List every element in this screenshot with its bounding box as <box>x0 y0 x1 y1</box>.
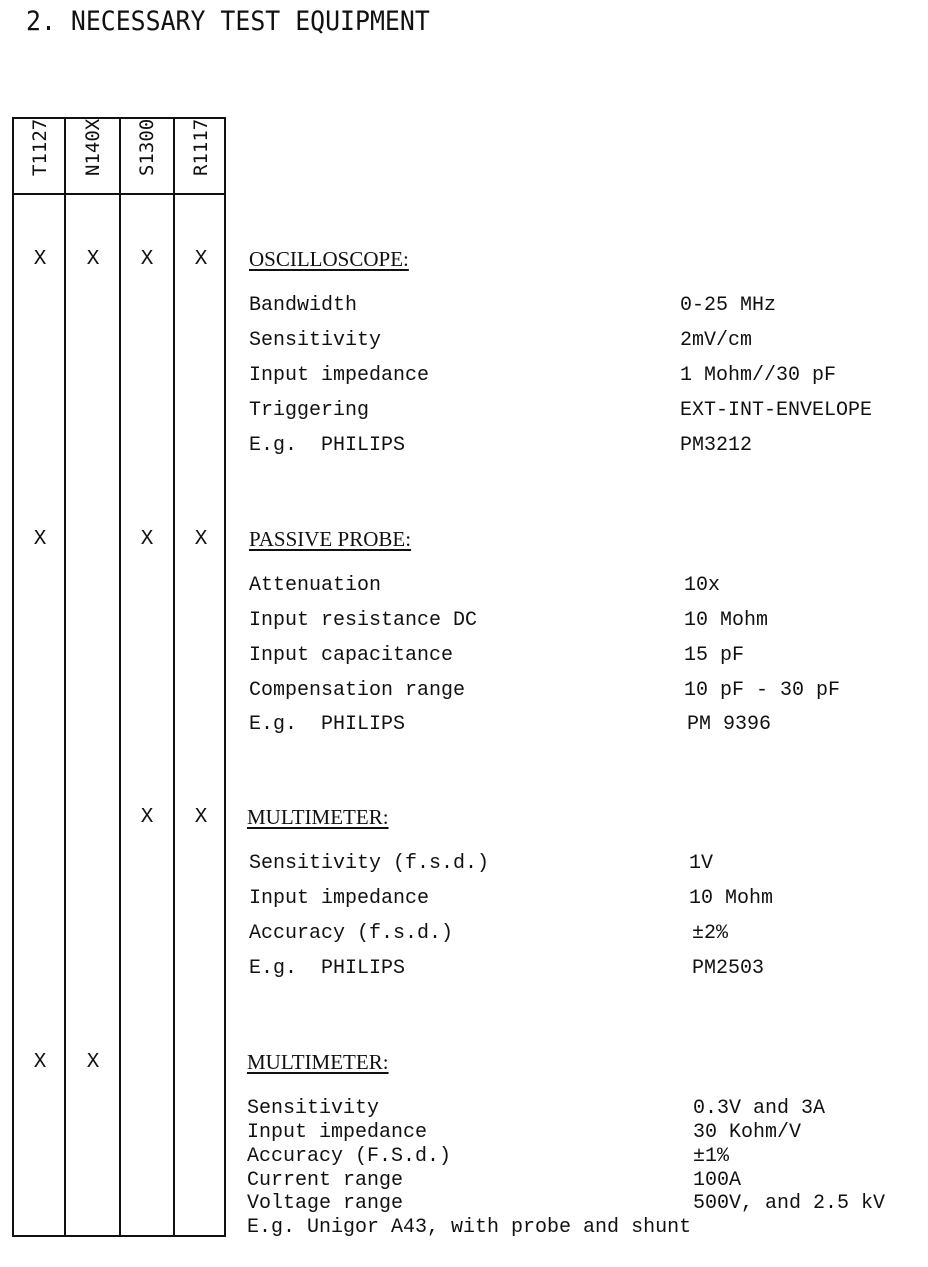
spec-label: Voltage range <box>247 1192 404 1215</box>
section-title-oscilloscope: OSCILLOSCOPE: <box>249 247 409 271</box>
spec-label: E.g. PHILIPS <box>249 434 406 457</box>
equipment-grid <box>12 117 226 1237</box>
spec-label: Input resistance DC <box>249 609 478 632</box>
section-title-multimeter-2: MULTIMETER: <box>247 1050 389 1074</box>
column-label: T1127 <box>29 118 51 176</box>
section-title-passive-probe: PASSIVE PROBE: <box>249 527 412 551</box>
mark-osc-s1300: X <box>140 248 154 271</box>
spec-value: 500V, and 2.5 kV <box>693 1192 886 1215</box>
spec-value: 0.3V and 3A <box>693 1097 826 1120</box>
spec-value: 30 Kohm/V <box>693 1121 802 1144</box>
spec-value: EXT-INT-ENVELOPE <box>680 399 873 422</box>
mark-mm1-s1300: X <box>140 806 154 829</box>
spec-value: 0-25 MHz <box>680 294 777 317</box>
mark-mm2-n140x: X <box>86 1051 100 1074</box>
spec-label: Input capacitance <box>249 644 454 667</box>
mark-osc-n140x: X <box>86 248 100 271</box>
spec-label: Accuracy (F.S.d.) <box>247 1145 452 1168</box>
spec-value: 2mV/cm <box>680 329 753 352</box>
mark-probe-r1117: X <box>194 528 208 551</box>
spec-label: E.g. PHILIPS <box>249 713 406 736</box>
column-header-t1127 <box>14 119 66 193</box>
spec-label: Attenuation <box>249 574 382 597</box>
spec-label: Accuracy (f.s.d.) <box>249 922 454 945</box>
grid-header-divider <box>14 193 224 195</box>
spec-label: Input impedance <box>249 364 430 387</box>
spec-value: 10x <box>684 574 721 597</box>
section-title-multimeter: MULTIMETER: <box>247 805 389 829</box>
spec-label: Input impedance <box>247 1121 428 1144</box>
column-header-n140x <box>67 119 119 193</box>
spec-value: PM2503 <box>692 957 765 980</box>
spec-label: Sensitivity <box>247 1097 380 1120</box>
spec-value: ±1% <box>693 1145 730 1168</box>
spec-value: 10 Mohm <box>684 609 769 632</box>
column-label: S1300 <box>136 118 158 176</box>
spec-value: ±2% <box>692 922 729 945</box>
column-label: R1117 <box>190 118 212 176</box>
spec-label: Current range <box>247 1169 404 1192</box>
spec-value: 1 Mohm//30 pF <box>680 364 837 387</box>
mark-probe-s1300: X <box>140 528 154 551</box>
mark-mm2-t1127: X <box>33 1051 47 1074</box>
grid-divider <box>119 119 121 1235</box>
column-header-s1300 <box>121 119 173 193</box>
spec-label: Triggering <box>249 399 370 422</box>
page-heading: 2. NECESSARY TEST EQUIPMENT <box>26 6 430 37</box>
mark-probe-t1127: X <box>33 528 47 551</box>
mark-mm1-r1117: X <box>194 806 208 829</box>
spec-value: 10 pF - 30 pF <box>684 679 841 702</box>
grid-divider <box>173 119 175 1235</box>
spec-label: E.g. PHILIPS <box>249 957 406 980</box>
spec-value: PM 9396 <box>687 713 772 736</box>
spec-value: 15 pF <box>684 644 745 667</box>
spec-value: 10 Mohm <box>689 887 774 910</box>
spec-label: Compensation range <box>249 679 466 702</box>
column-header-r1117 <box>175 119 227 193</box>
mark-osc-r1117: X <box>194 248 208 271</box>
spec-label: E.g. Unigor A43, with probe and shunt <box>247 1216 692 1239</box>
spec-label: Input impedance <box>249 887 430 910</box>
spec-value: 100A <box>693 1169 742 1192</box>
column-label: N140X <box>82 118 104 176</box>
spec-value: PM3212 <box>680 434 753 457</box>
mark-osc-t1127: X <box>33 248 47 271</box>
spec-label: Sensitivity <box>249 329 382 352</box>
spec-value: 1V <box>689 852 714 875</box>
spec-label: Bandwidth <box>249 294 358 317</box>
spec-label: Sensitivity (f.s.d.) <box>249 852 490 875</box>
